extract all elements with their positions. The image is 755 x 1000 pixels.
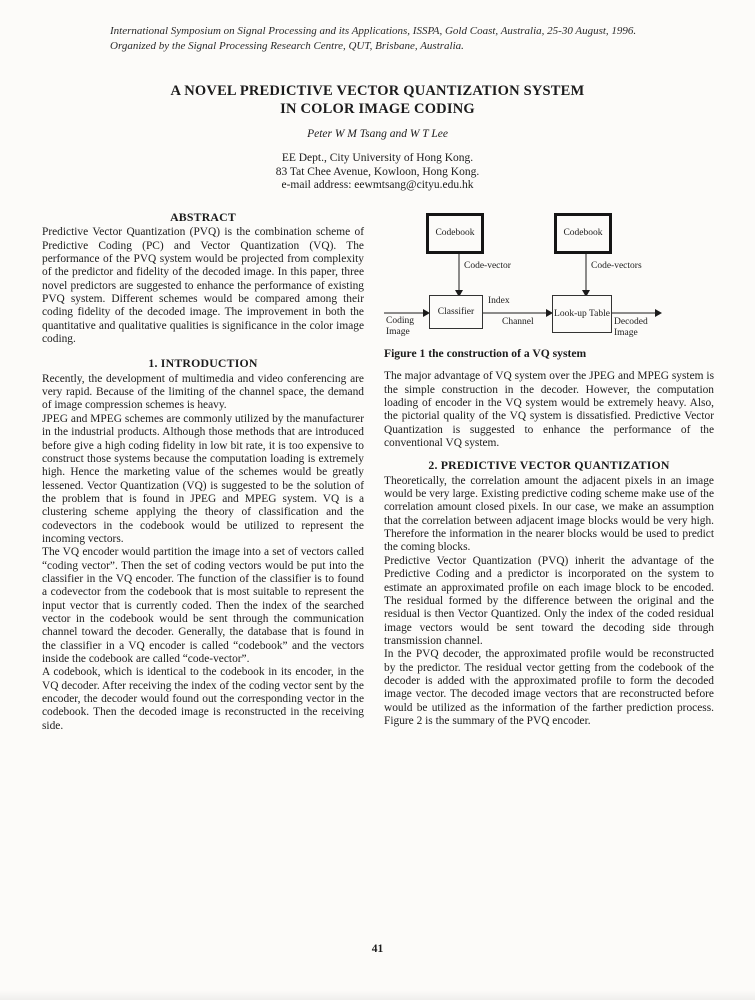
conference-header bbox=[110, 24, 670, 54]
label-code-vector: Code-vector bbox=[464, 261, 511, 271]
vq-system-diagram bbox=[384, 209, 714, 339]
introduction-para-3: The VQ encoder would partition the image into a set of vectors called “coding vector”. Then the set of coding vectors would be put into the classifier in the VQ encoder. The function of the classifier is to found a codevector from the codebook that is most suitable to represent the input vector that is currently coded. Then the index of the searched vector in the codebook would be sent through the communication channel toward the decoder. Generally, the database that is found in the classifier in a VQ encoder is called “codebook” and the vectors inside the codebook are called “code-vector”. bbox=[42, 546, 364, 665]
two-column-body bbox=[42, 205, 714, 733]
conference-header-line2: Organized by the Signal Processing Research Centre, QUT, Brisbane, Australia. bbox=[110, 40, 464, 52]
section2-heading: 2. PREDICTIVE VECTOR QUANTIZATION bbox=[428, 458, 670, 473]
affiliation-email: e-mail address: eewmtsang@cityu.edu.hk bbox=[281, 179, 474, 191]
paper-title-line2: IN COLOR IMAGE CODING bbox=[280, 101, 475, 117]
label-index: Index bbox=[488, 296, 510, 306]
affiliation bbox=[0, 152, 755, 193]
section2-para-2: Predictive Vector Quantization (PVQ) inherit the advantage of the Predictive Coding and a predictor is incorporated on the system to estimate an approximated profile on each image block to be encoded. The residual formed by the difference between the original and the residual is then Vector Quantized. Only the index of the coded residual image vectors would be sent toward the decoding side through transmission channel. bbox=[384, 554, 714, 647]
label-coding-image: Coding Image bbox=[386, 316, 414, 337]
figure-1-caption: Figure 1 the construction of a VQ system bbox=[384, 347, 587, 360]
figure-1 bbox=[384, 209, 714, 360]
codebook-box-decoder: Codebook bbox=[554, 213, 612, 254]
section2-para-3: In the PVQ decoder, the approximated profile would be reconstructed by the predictor. The residual vector getting from the codebook of the decoder is added with the approximated profile to form the decoded image vector. The decoded image vectors that are reconstructed before would be utilized as the information of the farther prediction process. Figure 2 is the summary of the PVQ encoder. bbox=[384, 648, 714, 727]
conference-header-line1: International Symposium on Signal Processing and its Applications, ISSPA, Gold Coast, Australia, 25-30 August, 1996. bbox=[110, 25, 637, 37]
label-code-vectors: Code-vectors bbox=[591, 261, 642, 271]
abstract-body: Predictive Vector Quantization (PVQ) is the combination scheme of Predictive Coding (PC) and Vector Quantization (VQ). The performance of the PVQ system would be projected from complexity of the predictor and fidelity of the decoded image. In this paper, three novel predictors are suggested to enhance the performance of existing PVQ system. Different schemes would be compared among their coding fidelity of the decoded image. The improvement in both the quantitative and qualitative qualities is significance in the color image coding. bbox=[42, 226, 364, 346]
introduction-heading: 1. INTRODUCTION bbox=[148, 356, 258, 371]
abstract-heading: ABSTRACT bbox=[170, 210, 236, 224]
section2-para-1: Theoretically, the correlation amount the adjacent pixels in an image would be very large. Existing predictive coding scheme make use of the correlation amount closed pixels. In our case, we make an assumption that the correlation between adjacent image blocks would be very high. Therefore the information in the nearer blocks would be used to predict the coming blocks. bbox=[384, 474, 714, 554]
label-decoded-image: Decoded Image bbox=[614, 317, 648, 338]
paper-title bbox=[0, 82, 755, 118]
authors: Peter W M Tsang and W T Lee bbox=[307, 128, 448, 140]
affiliation-line1: EE Dept., City University of Hong Kong. bbox=[281, 152, 474, 164]
page-number: 41 bbox=[371, 943, 384, 955]
lookup-table-box: Look-up Table bbox=[552, 295, 612, 333]
classifier-box: Classifier bbox=[429, 295, 483, 329]
codebook-box-encoder: Codebook bbox=[426, 213, 484, 254]
left-column bbox=[42, 205, 364, 733]
affiliation-line2: 83 Tat Chee Avenue, Kowloon, Hong Kong. bbox=[275, 165, 480, 178]
introduction-para-1: Recently, the development of multimedia and video conferencing are very rapid. Because of the limiting of the channel space, the demand of image compression schemes is heavy. bbox=[42, 372, 364, 412]
scan-edge-shadow bbox=[0, 990, 755, 1000]
right-column bbox=[384, 205, 714, 733]
paper-title-line1: A NOVEL PREDICTIVE VECTOR QUANTIZATION SYSTEM bbox=[170, 83, 585, 99]
introduction-para-4: A codebook, which is identical to the codebook in its encoder, in the VQ decoder. After receiving the index of the coding vector sent by the encoder, the decoder would found out the corresponding vector in the codebook. Then the decoded image is reconstructed in the receiving side. bbox=[42, 666, 364, 732]
vq-advantage-para: The major advantage of VQ system over the JPEG and MPEG system is the simple construction in the decoder. However, the computation loading of encoder in the VQ system would be extremely heavy. Also, the pictorial quality of the VQ system is dissatisfied. Predictive Vector Quantization is suggested to enhance the performance of the conventional VQ system. bbox=[384, 370, 714, 450]
introduction-para-2: JPEG and MPEG schemes are commonly utilized by the manufacturer in the industrial products. Although those methods that are introduced before give a high coding fidelity in low bit rate, it is too expensive to construct those systems because the computation loading is extremely high. Hence the marketing value of the schemes would be greatly lessened. Vector Quantization (VQ) is suggested to be the solution of the problem that is found in JPEG and MPEG system. VQ is a clustering scheme applying the theory of classification and the codevectors in the codebook would be utilized to represent the incoming vectors. bbox=[42, 412, 364, 545]
label-channel: Channel bbox=[502, 317, 534, 327]
